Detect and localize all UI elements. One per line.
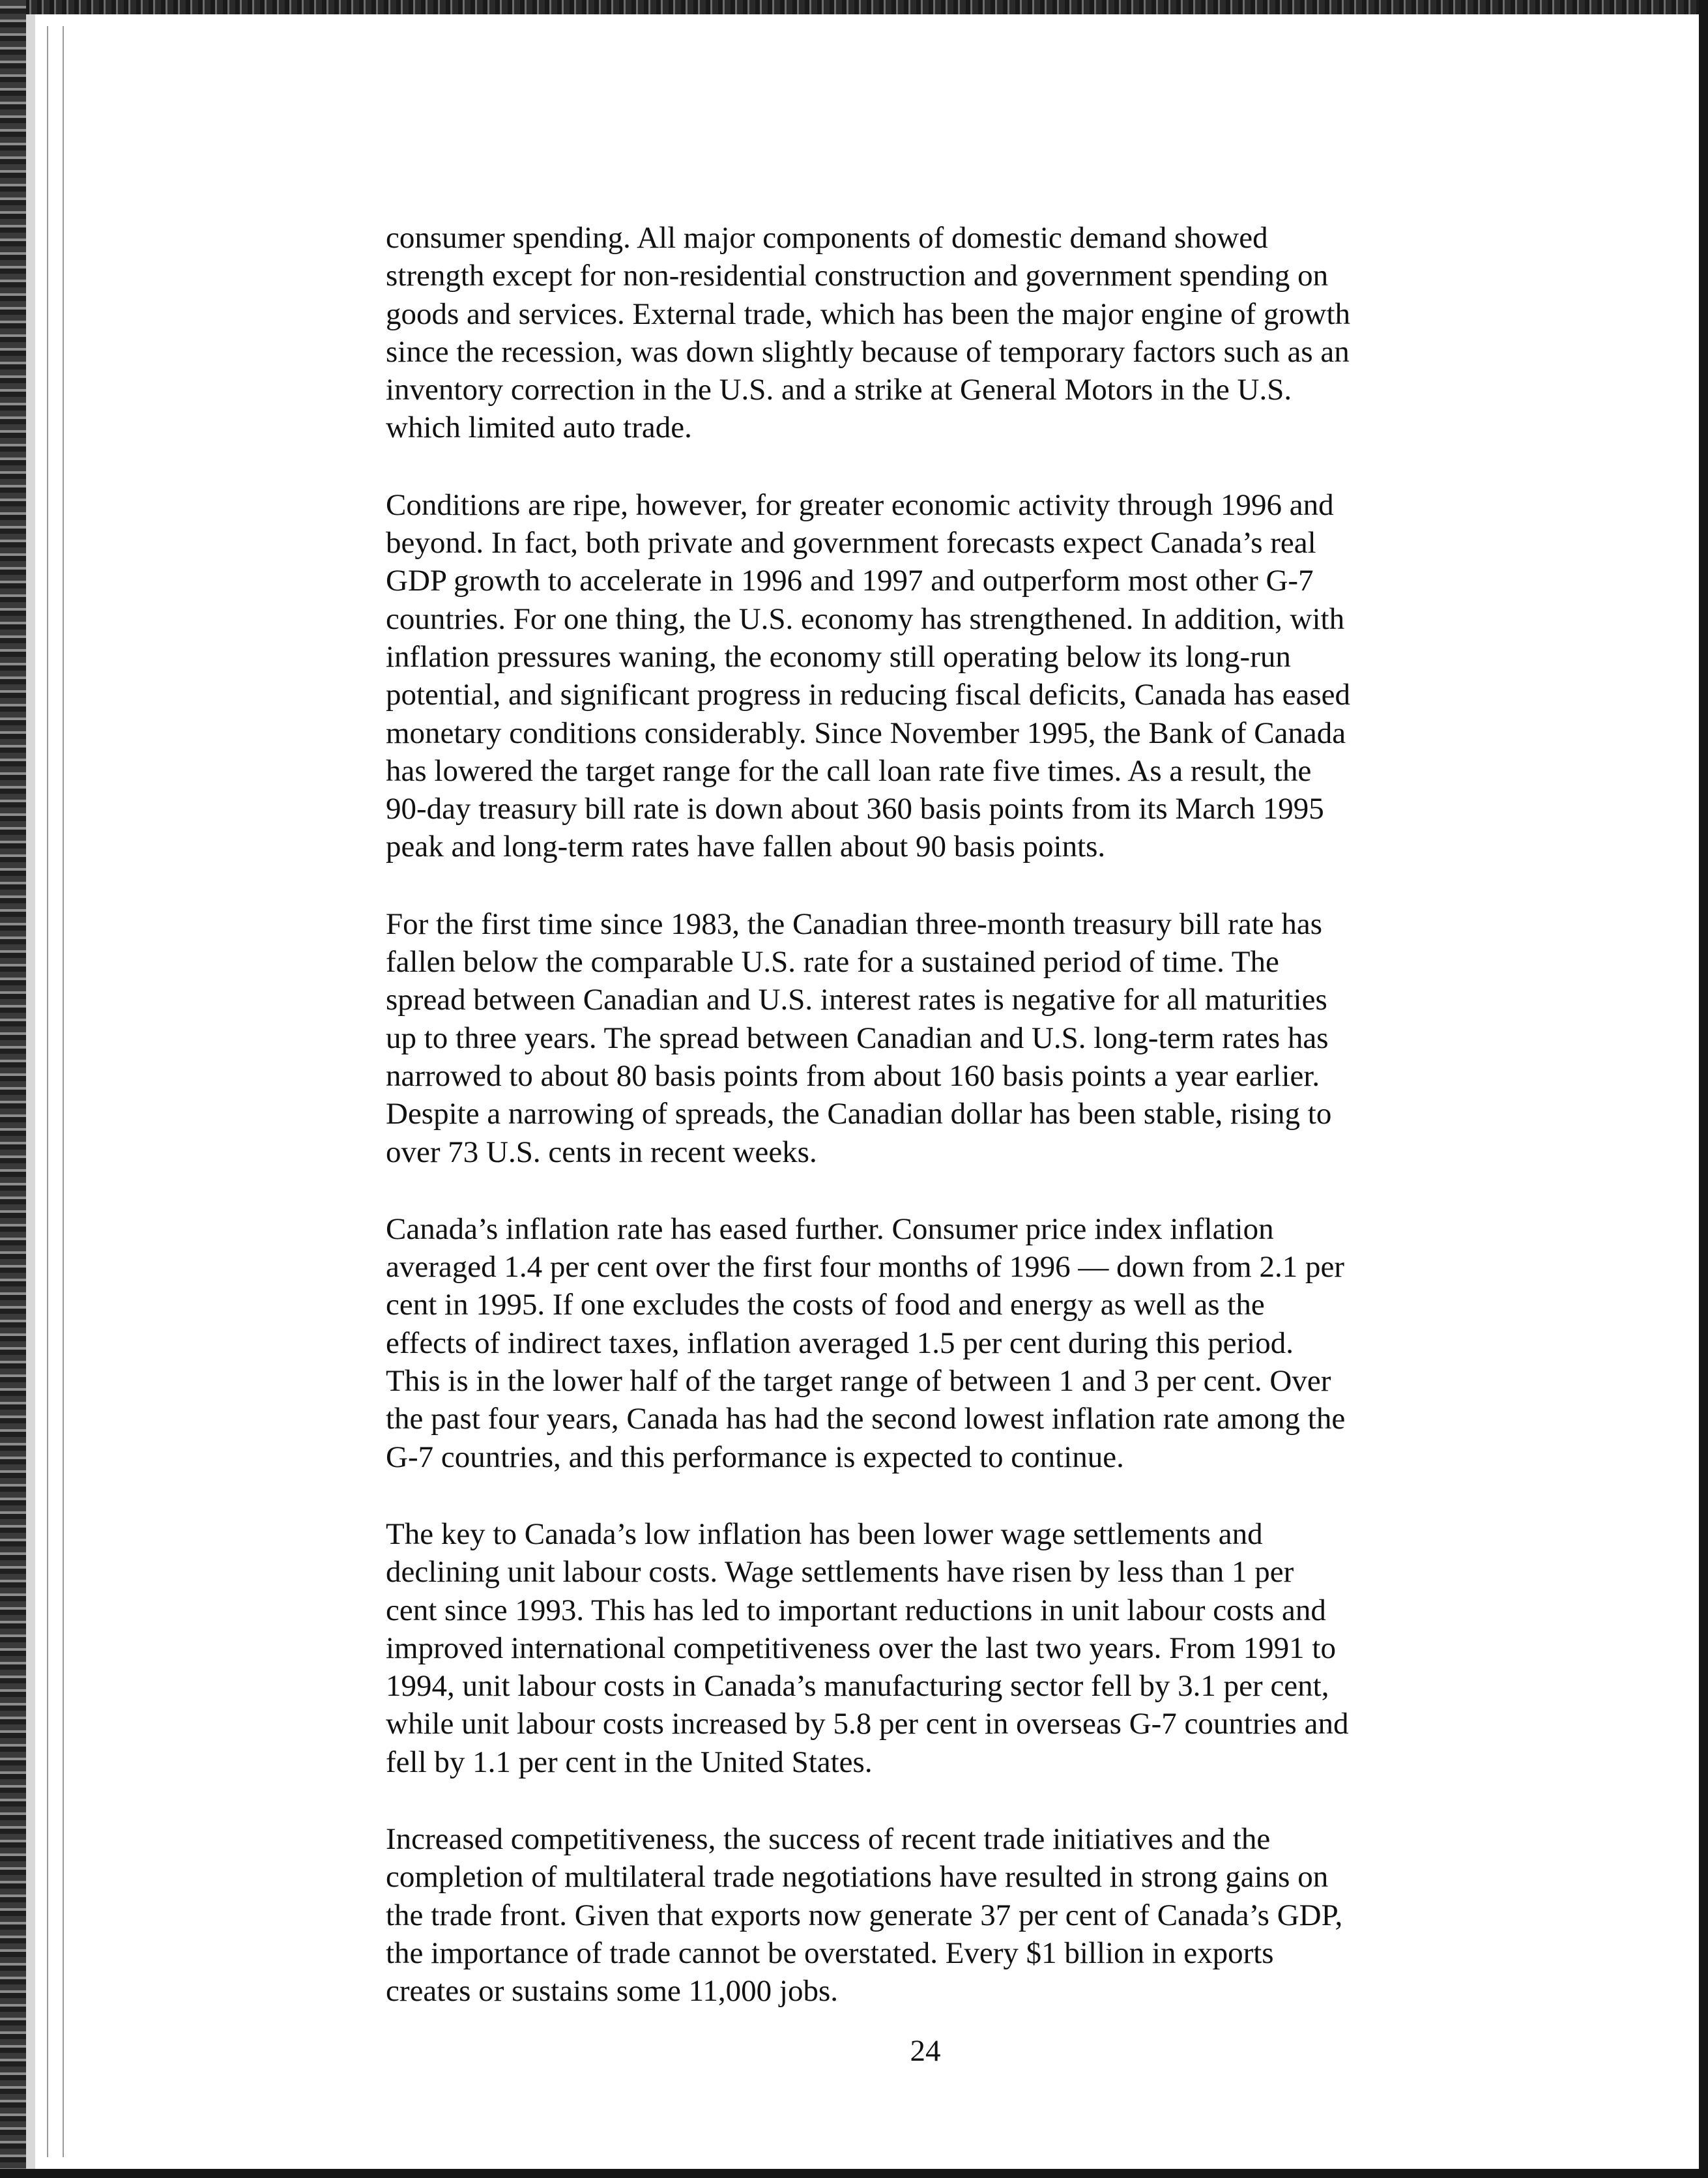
paragraph <box>386 905 1481 1171</box>
text-line: completion of multilateral trade negotiations have resulted in strong gains on <box>386 1860 1329 1895</box>
text-line: 90-day treasury bill rate is down about 360 basis points from its March 1995 <box>386 792 1324 826</box>
scan-margin-line <box>63 26 64 2157</box>
text-line: creates or sustains some 11,000 jobs. <box>386 1974 839 2009</box>
paragraph <box>386 1820 1481 2010</box>
text-line: inflation pressures waning, the economy still operating below its long-run <box>386 639 1291 674</box>
text-line: consumer spending. All major components of domestic demand showed <box>386 221 1268 255</box>
text-line: The key to Canada’s low inflation has been lower wage settlements and <box>386 1517 1263 1551</box>
text-line: has lowered the target range for the call loan rate five times. As a result, the <box>386 753 1312 788</box>
text-line: countries. For one thing, the U.S. economy has strengthened. In addition, with <box>386 602 1345 636</box>
text-line: averaged 1.4 per cent over the first four months of 1996 — down from 2.1 per <box>386 1250 1344 1285</box>
text-line: which limited auto trade. <box>386 411 692 445</box>
text-line: since the recession, was down slightly because of temporary factors such as an <box>386 334 1350 369</box>
text-line: over 73 U.S. cents in recent weeks. <box>386 1135 817 1169</box>
text-line: declining unit labour costs. Wage settlements have risen by less than 1 per <box>386 1555 1294 1590</box>
text-line: Conditions are ripe, however, for greater economic activity through 1996 and <box>386 487 1334 522</box>
text-line: the trade front. Given that exports now generate 37 per cent of Canada’s GDP, <box>386 1898 1343 1932</box>
text-line: potential, and significant progress in reducing fiscal deficits, Canada has eased <box>386 678 1351 712</box>
text-line: Canada’s inflation rate has eased further. Consumer price index inflation <box>386 1212 1274 1246</box>
paragraph <box>386 1210 1481 1476</box>
scan-shadow-left <box>26 14 35 2169</box>
paragraph <box>386 219 1481 447</box>
text-line: up to three years. The spread between Canadian and U.S. long-term rates has <box>386 1021 1329 1055</box>
text-line: beyond. In fact, both private and government forecasts expect Canada’s real <box>386 526 1316 560</box>
text-line: fallen below the comparable U.S. rate for a sustained period of time. The <box>386 945 1279 980</box>
scan-border-left <box>0 0 26 2178</box>
text-line: spread between Canadian and U.S. interest rates is negative for all maturities <box>386 983 1327 1017</box>
text-line: improved international competitiveness over the last two years. From 1991 to <box>386 1631 1336 1665</box>
text-line: cent since 1993. This has led to important reductions in unit labour costs and <box>386 1593 1326 1627</box>
scan-border-top <box>0 0 1708 14</box>
text-line: strength except for non-residential construction and government spending on <box>386 259 1329 293</box>
text-line: Increased competitiveness, the success of recent trade initiatives and the <box>386 1822 1271 1856</box>
scan-border-bottom <box>0 2169 1708 2178</box>
text-line: fell by 1.1 per cent in the United States. <box>386 1745 873 1779</box>
scan-border-right <box>1699 0 1708 2178</box>
text-line: goods and services. External trade, which has been the major engine of growth <box>386 297 1351 331</box>
text-line: Despite a narrowing of spreads, the Canadian dollar has been stable, rising to <box>386 1097 1332 1131</box>
page-number: 24 <box>910 2034 941 2068</box>
text-line: G-7 countries, and this performance is expected to continue. <box>386 1440 1124 1474</box>
text-line: inventory correction in the U.S. and a strike at General Motors in the U.S. <box>386 373 1292 407</box>
text-line: peak and long-term rates have fallen about 90 basis points. <box>386 830 1106 864</box>
document-body <box>386 219 1481 2049</box>
text-line: effects of indirect taxes, inflation averaged 1.5 per cent during this period. <box>386 1326 1294 1360</box>
text-line: the importance of trade cannot be overstated. Every $1 billion in exports <box>386 1936 1274 1970</box>
text-line: while unit labour costs increased by 5.8 per cent in overseas G-7 countries and <box>386 1707 1349 1741</box>
text-line: GDP growth to accelerate in 1996 and 1997 and outperform most other G-7 <box>386 564 1314 598</box>
text-line: monetary conditions considerably. Since November 1995, the Bank of Canada <box>386 716 1346 750</box>
text-line: This is in the lower half of the target range of between 1 and 3 per cent. Over <box>386 1364 1331 1399</box>
text-line: 1994, unit labour costs in Canada’s manufacturing sector fell by 3.1 per cent, <box>386 1669 1329 1704</box>
paragraph <box>386 1515 1481 1781</box>
paragraph <box>386 486 1481 866</box>
text-line: the past four years, Canada has had the second lowest inflation rate among the <box>386 1402 1346 1436</box>
text-line: cent in 1995. If one excludes the costs of food and energy as well as the <box>386 1288 1265 1322</box>
text-line: narrowed to about 80 basis points from about 160 basis points a year earlier. <box>386 1058 1320 1093</box>
text-line: For the first time since 1983, the Canadian three-month treasury bill rate has <box>386 907 1323 941</box>
scan-margin-line <box>47 26 48 2157</box>
